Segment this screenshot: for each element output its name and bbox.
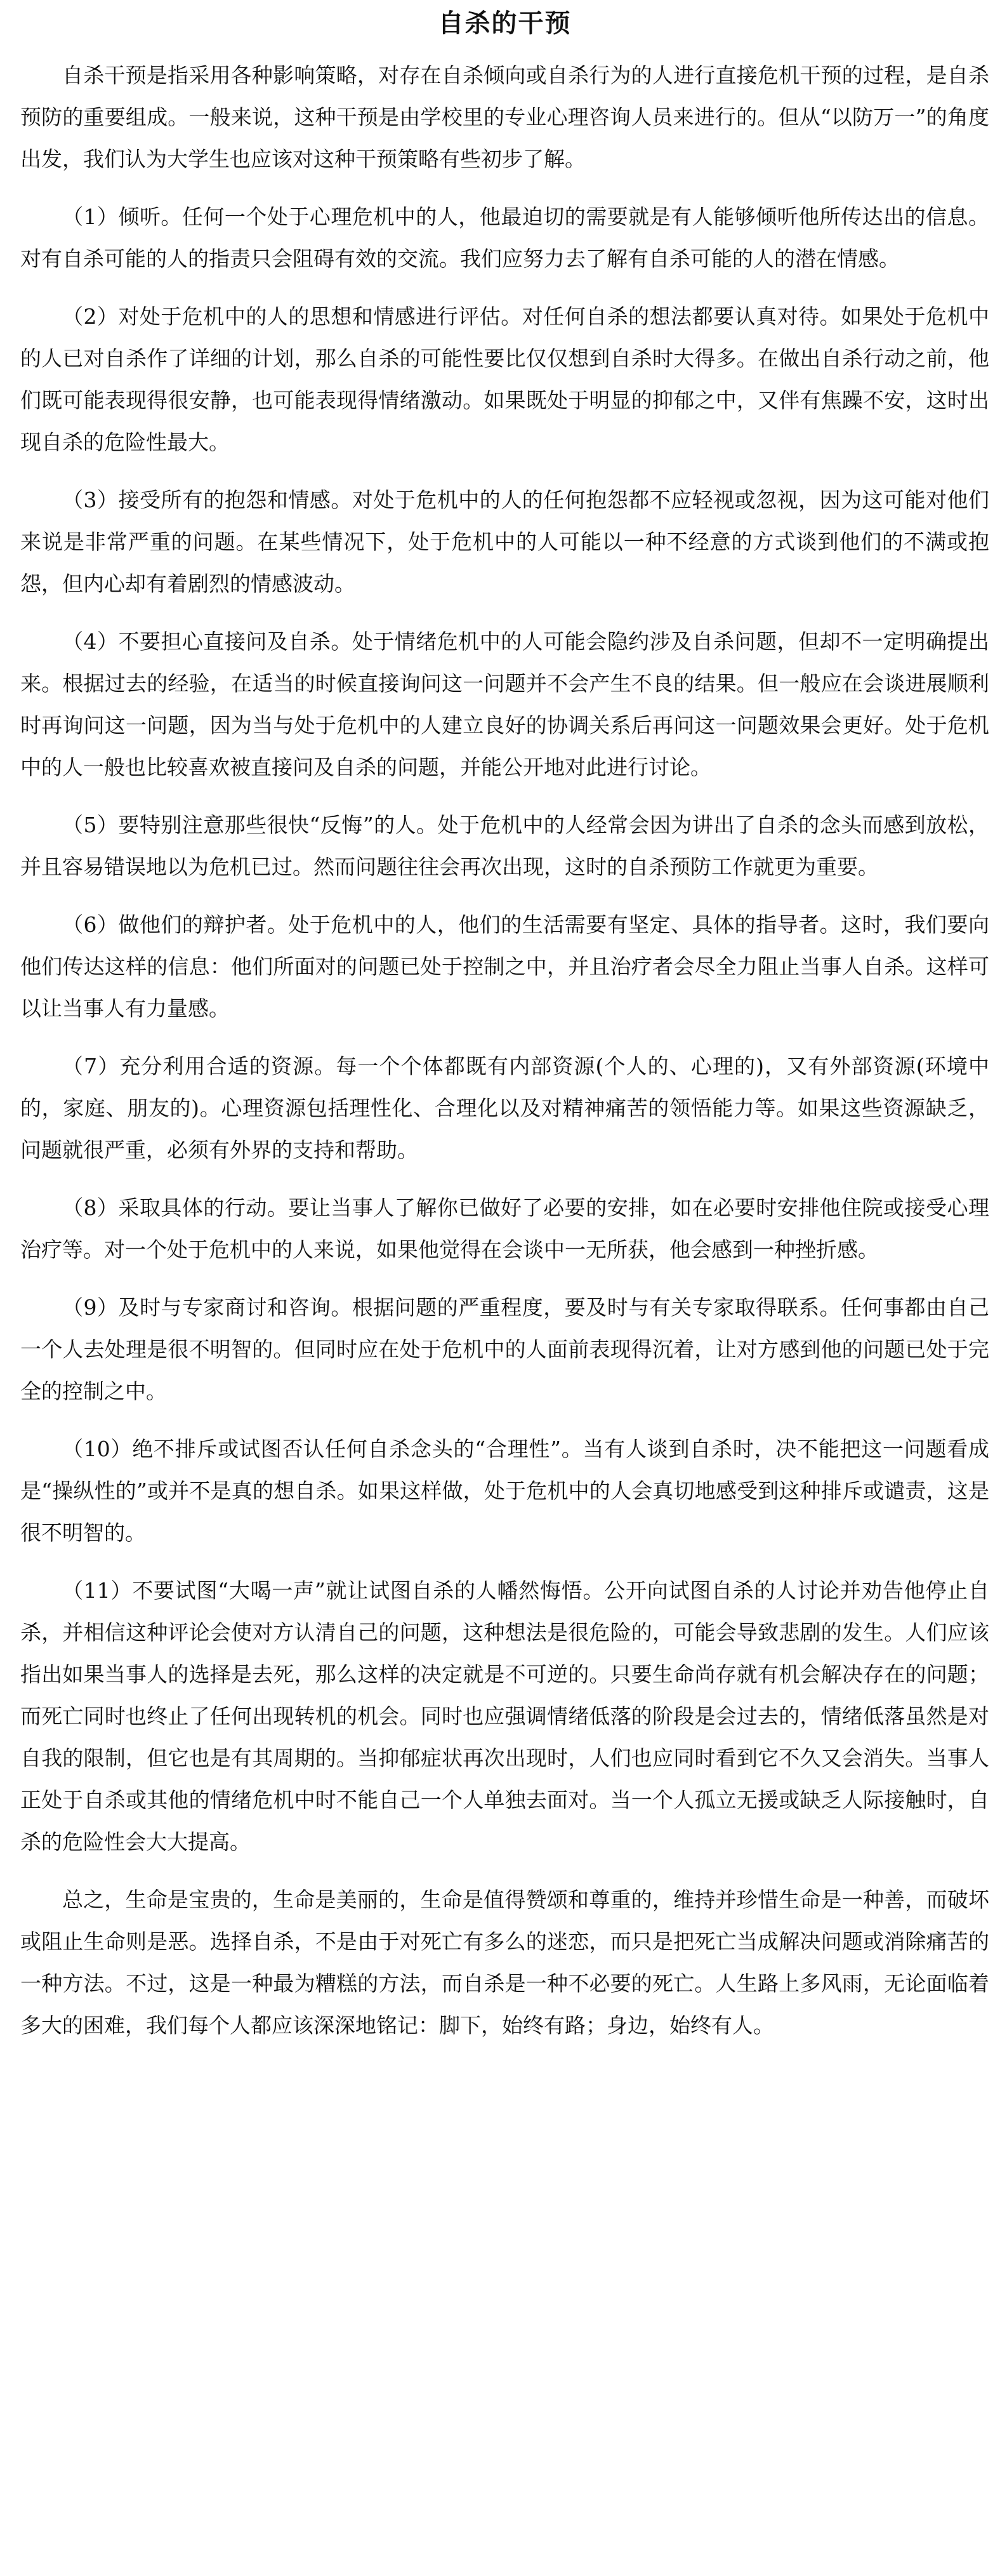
- paragraph-item-5: （5）要特别注意那些很快“反悔”的人。处于危机中的人经常会因为讲出了自杀的念头而感到放松，并且容易错误地以为危机已过。然而问题往往会再次出现，这时的自杀预防工作就更为重要。: [20, 813, 989, 879]
- paragraph-item-11: （11）不要试图“大喝一声”就让试图自杀的人幡然悔悟。公开向试图自杀的人讨论并劝告他停止自杀，并相信这种评论会使对方认清自己的问题，这种想法是很危险的，可能会导致悲剧的发生。人们应该指出如果当事人的选择是去死，那么这样的决定就是不可逆的。只要生命尚存就有机会解决存在的问题；而死亡同时也终止了任何出现转机的机会。同时也应强调情绪低落的阶段是会过去的，情绪低落虽然是对自我的限制，但它也是有其周期的。当抑郁症状再次出现时，人们也应同时看到它不久又会消失。当事人正处于自杀或其他的情绪危机中时不能自己一个人单独去面对。当一个人孤立无援或缺乏人际接触时，自杀的危险性会大大提高。: [20, 1578, 989, 1854]
- document-body: [20, 55, 989, 2047]
- paragraph-conclusion: 总之，生命是宝贵的，生命是美丽的，生命是值得赞颂和尊重的，维持并珍惜生命是一种善，而破坏或阻止生命则是恶。选择自杀，不是由于对死亡有多么的迷恋，而只是把死亡当成解决问题或消除痛苦的一种方法。不过，这是一种最为糟糕的方法，而自杀是一种不必要的死亡。人生路上多风雨，无论面临着多大的困难，我们每个人都应该深深地铭记：脚下，始终有路；身边，始终有人。: [20, 1887, 989, 2038]
- paragraph-item-3: （3）接受所有的抱怨和情感。对处于危机中的人的任何抱怨都不应轻视或忽视，因为这可能对他们来说是非常严重的问题。在某些情况下，处于危机中的人可能以一种不经意的方式谈到他们的不满或抱怨，但内心却有着剧烈的情感波动。: [20, 488, 989, 596]
- paragraph-intro: 自杀干预是指采用各种影响策略，对存在自杀倾向或自杀行为的人进行直接危机干预的过程，是自杀预防的重要组成。一般来说，这种干预是由学校里的专业心理咨询人员来进行的。但从“以防万一”的角度出发，我们认为大学生也应该对这种干预策略有些初步了解。: [20, 63, 989, 171]
- paragraph-item-9: （9）及时与专家商讨和咨询。根据问题的严重程度，要及时与有关专家取得联系。任何事都由自己一个人去处理是很不明智的。但同时应在处于危机中的人面前表现得沉着，让对方感到他的问题已处于完全的控制之中。: [20, 1295, 989, 1404]
- document-title: 自杀的干预: [438, 8, 572, 38]
- paragraph-item-4: （4）不要担心直接问及自杀。处于情绪危机中的人可能会隐约涉及自杀问题，但却不一定明确提出来。根据过去的经验，在适当的时候直接询问这一问题并不会产生不良的结果。但一般应在会谈进展顺利时再询问这一问题，因为当与处于危机中的人建立良好的协调关系后再问这一问题效果会更好。处于危机中的人一般也比较喜欢被直接问及自杀的问题，并能公开地对此进行讨论。: [20, 629, 989, 780]
- paragraph-item-6: （6）做他们的辩护者。处于危机中的人，他们的生活需要有坚定、具体的指导者。这时，我们要向他们传达这样的信息：他们所面对的问题已处于控制之中，并且治疗者会尽全力阻止当事人自杀。这样可以让当事人有力量感。: [20, 912, 989, 1021]
- paragraph-item-7: （7）充分利用合适的资源。每一个个体都既有内部资源(个人的、心理的)，又有外部资源(环境中的，家庭、朋友的)。心理资源包括理性化、合理化以及对精神痛苦的领悟能力等。如果这些资源缺乏，问题就很严重，必须有外界的支持和帮助。: [20, 1054, 989, 1162]
- paragraph-item-8: （8）采取具体的行动。要让当事人了解你已做好了必要的安排，如在必要时安排他住院或接受心理治疗等。对一个处于危机中的人来说，如果他觉得在会谈中一无所获，他会感到一种挫折感。: [20, 1195, 989, 1262]
- paragraph-item-2: （2）对处于危机中的人的思想和情感进行评估。对任何自杀的想法都要认真对待。如果处于危机中的人已对自杀作了详细的计划，那么自杀的可能性要比仅仅想到自杀时大得多。在做出自杀行动之前，他们既可能表现得很安静，也可能表现得情绪激动。如果既处于明显的抑郁之中，又伴有焦躁不安，这时出现自杀的危险性最大。: [20, 304, 989, 455]
- paragraph-item-10: （10）绝不排斥或试图否认任何自杀念头的“合理性”。当有人谈到自杀时，决不能把这一问题看成是“操纵性的”或并不是真的想自杀。如果这样做，处于危机中的人会真切地感受到这种排斥或谴责，这是很不明智的。: [20, 1437, 989, 1545]
- paragraph-item-1: （1）倾听。任何一个处于心理危机中的人，他最迫切的需要就是有人能够倾听他所传达出的信息。对有自杀可能的人的指责只会阻碍有效的交流。我们应努力去了解有自杀可能的人的潜在情感。: [20, 204, 989, 271]
